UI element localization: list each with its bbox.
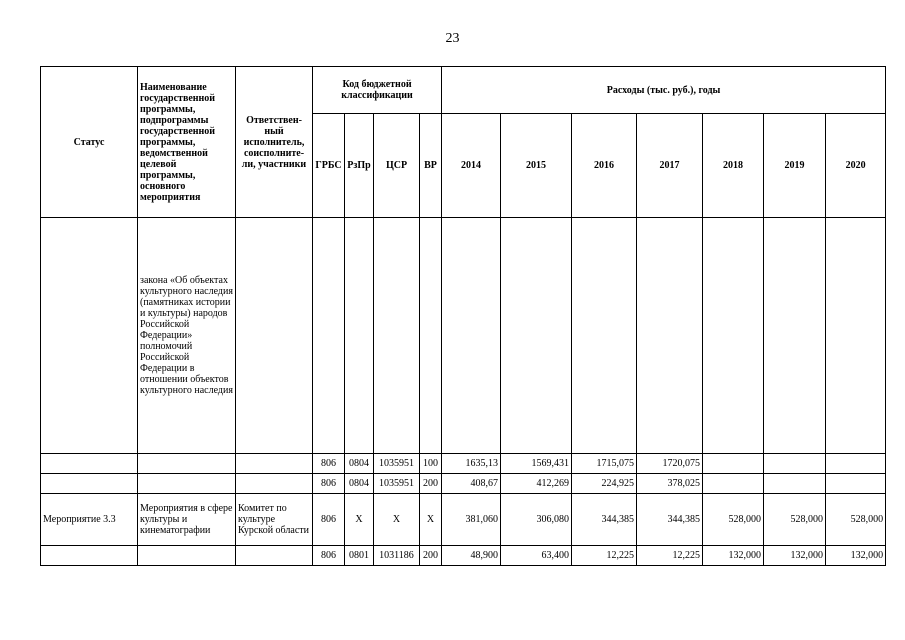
value-cell: 344,385 [572, 494, 637, 546]
code-rzpr-cell [345, 218, 374, 454]
header-year: 2016 [572, 114, 637, 218]
header-code-vr: ВР [420, 114, 442, 218]
value-cell: 1569,431 [501, 454, 572, 474]
value-cell: 132,000 [703, 546, 764, 566]
value-cell: 528,000 [764, 494, 826, 546]
value-cell: 132,000 [764, 546, 826, 566]
value-cell: 408,67 [442, 474, 501, 494]
page-number: 23 [445, 31, 460, 46]
table-row [41, 474, 886, 494]
value-cell: 48,900 [442, 546, 501, 566]
code-csr-cell: Х [374, 494, 420, 546]
code-vr-cell: Х [420, 494, 442, 546]
header-code-rzpr: РзПр [345, 114, 374, 218]
header-year: 2015 [501, 114, 572, 218]
executor-cell [236, 474, 313, 494]
code-vr-cell [420, 218, 442, 454]
value-cell [826, 218, 886, 454]
value-cell: 528,000 [703, 494, 764, 546]
program-name-cell [138, 546, 236, 566]
program-name-cell [138, 474, 236, 494]
header-year: 2017 [637, 114, 703, 218]
executor-cell [236, 454, 313, 474]
executor-cell [236, 218, 313, 454]
value-cell: 344,385 [637, 494, 703, 546]
header-status: Статус [41, 67, 138, 218]
value-cell: 132,000 [826, 546, 886, 566]
value-cell: 224,925 [572, 474, 637, 494]
header-row-top [41, 67, 886, 114]
header-code-grbs: ГРБС [313, 114, 345, 218]
header-year: 2019 [764, 114, 826, 218]
code-csr-cell: 1035951 [374, 474, 420, 494]
value-cell: 63,400 [501, 546, 572, 566]
header-code-csr: ЦСР [374, 114, 420, 218]
value-cell: 12,225 [637, 546, 703, 566]
value-cell: 1720,075 [637, 454, 703, 474]
value-cell: 378,025 [637, 474, 703, 494]
header-year: 2020 [826, 114, 886, 218]
code-vr-cell: 200 [420, 546, 442, 566]
value-cell [572, 218, 637, 454]
value-cell [826, 474, 886, 494]
table-row [41, 546, 886, 566]
value-cell: 306,080 [501, 494, 572, 546]
table-row [41, 218, 886, 454]
code-grbs-cell: 806 [313, 454, 345, 474]
value-cell: 381,060 [442, 494, 501, 546]
code-grbs-cell: 806 [313, 474, 345, 494]
code-vr-cell: 100 [420, 454, 442, 474]
value-cell: 412,269 [501, 474, 572, 494]
code-csr-cell: 1031186 [374, 546, 420, 566]
header-budget-code: Код бюджетной классификации [313, 67, 442, 114]
table-row [41, 494, 886, 546]
header-year: 2018 [703, 114, 764, 218]
executor-cell [236, 546, 313, 566]
code-grbs-cell [313, 218, 345, 454]
code-rzpr-cell: Х [345, 494, 374, 546]
header-program-name: Наименование государственной программы, подпрограммы государственной программы, ведомственной целевой программы, основного мероприятия [138, 67, 236, 218]
status-cell: Мероприятие 3.3 [41, 494, 138, 546]
status-cell [41, 454, 138, 474]
code-grbs-cell: 806 [313, 494, 345, 546]
code-grbs-cell: 806 [313, 546, 345, 566]
status-cell [41, 218, 138, 454]
program-name-cell: Мероприятия в сфере культуры и кинематографии [138, 494, 236, 546]
code-csr-cell [374, 218, 420, 454]
budget-table [40, 66, 886, 566]
value-cell [703, 218, 764, 454]
header-expenses: Расходы (тыс. руб.), годы [442, 67, 886, 114]
value-cell [703, 454, 764, 474]
code-rzpr-cell: 0801 [345, 546, 374, 566]
code-csr-cell: 1035951 [374, 454, 420, 474]
value-cell: 1635,13 [442, 454, 501, 474]
executor-cell: Комитет по культуре Курской области [236, 494, 313, 546]
value-cell [501, 218, 572, 454]
code-vr-cell: 200 [420, 474, 442, 494]
program-name-cell: закона «Об объектах культурного наследия (памятниках истории и культуры) народов Российской Федерации» полномочий Российской Федерации в отношении объектов культурного наследия [138, 218, 236, 454]
value-cell [764, 454, 826, 474]
status-cell [41, 474, 138, 494]
header-executor: Ответствен-ный исполнитель, соисполните-ли, участники [236, 67, 313, 218]
value-cell: 1715,075 [572, 454, 637, 474]
value-cell: 12,225 [572, 546, 637, 566]
code-rzpr-cell: 0804 [345, 474, 374, 494]
program-name-cell [138, 454, 236, 474]
code-rzpr-cell: 0804 [345, 454, 374, 474]
value-cell [442, 218, 501, 454]
header-year: 2014 [442, 114, 501, 218]
value-cell [764, 474, 826, 494]
value-cell: 528,000 [826, 494, 886, 546]
value-cell [637, 218, 703, 454]
value-cell [826, 454, 886, 474]
value-cell [764, 218, 826, 454]
status-cell [41, 546, 138, 566]
value-cell [703, 474, 764, 494]
table-row [41, 454, 886, 474]
